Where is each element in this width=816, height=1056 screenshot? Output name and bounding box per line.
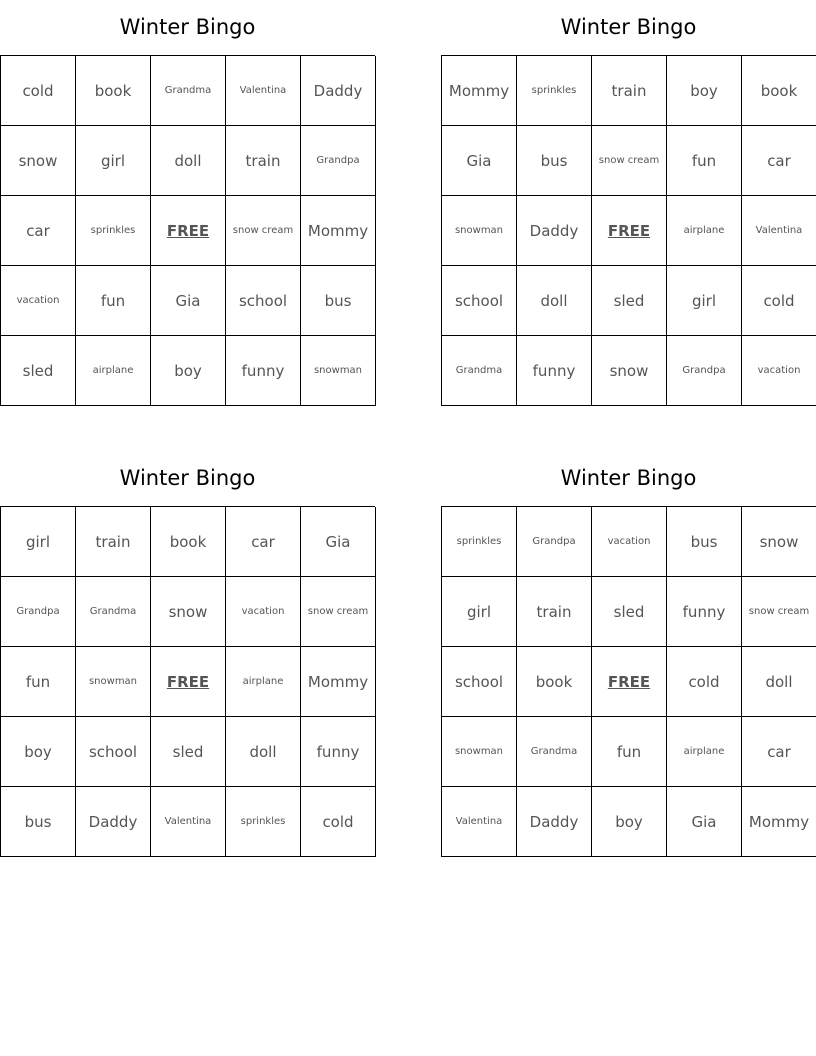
bingo-cell: airplane (226, 647, 301, 717)
bingo-cell: Daddy (517, 196, 592, 266)
bingo-cell: fun (667, 126, 742, 196)
bingo-cell: book (742, 56, 816, 126)
bingo-grid (441, 506, 816, 857)
bingo-cell: car (742, 126, 816, 196)
bingo-cell: Valentina (226, 56, 301, 126)
bingo-cell: Grandpa (517, 507, 592, 577)
bingo-cell: train (517, 577, 592, 647)
bingo-cell: airplane (667, 196, 742, 266)
bingo-cell: school (442, 647, 517, 717)
bingo-cell: school (442, 266, 517, 336)
bingo-cell: airplane (76, 336, 151, 406)
bingo-cell: funny (517, 336, 592, 406)
bingo-cell: car (226, 507, 301, 577)
bingo-cell: sled (592, 266, 667, 336)
bingo-cell: snowman (442, 196, 517, 266)
bingo-cell: Grandpa (667, 336, 742, 406)
bingo-cell: doll (151, 126, 226, 196)
bingo-cell: car (742, 717, 816, 787)
bingo-cell: Valentina (742, 196, 816, 266)
bingo-cell: Grandpa (301, 126, 376, 196)
bingo-cell: school (76, 717, 151, 787)
bingo-cell: Mommy (442, 56, 517, 126)
bingo-cell: book (76, 56, 151, 126)
bingo-cell: Mommy (301, 647, 376, 717)
free-space-cell: FREE (592, 647, 667, 717)
bingo-cell: snow (1, 126, 76, 196)
bingo-grid (441, 55, 816, 406)
bingo-cell: cold (667, 647, 742, 717)
bingo-cell: school (226, 266, 301, 336)
bingo-cell: bus (1, 787, 76, 857)
bingo-cell: fun (592, 717, 667, 787)
bingo-cell: Grandma (442, 336, 517, 406)
bingo-cell: Grandma (151, 56, 226, 126)
bingo-cell: snowman (301, 336, 376, 406)
bingo-cell: doll (226, 717, 301, 787)
bingo-cell: sprinkles (442, 507, 517, 577)
bingo-cell: Mommy (742, 787, 816, 857)
bingo-cell: vacation (742, 336, 816, 406)
bingo-grid (0, 506, 375, 857)
bingo-cell: train (226, 126, 301, 196)
bingo-cell: snow cream (592, 126, 667, 196)
bingo-cell: Daddy (76, 787, 151, 857)
bingo-cell: Gia (667, 787, 742, 857)
bingo-cell: doll (742, 647, 816, 717)
bingo-cell: Valentina (151, 787, 226, 857)
bingo-cell: snow (592, 336, 667, 406)
bingo-cell: boy (592, 787, 667, 857)
bingo-cell: Grandma (76, 577, 151, 647)
free-space-cell: FREE (592, 196, 667, 266)
bingo-cell: doll (517, 266, 592, 336)
bingo-cell: cold (1, 56, 76, 126)
bingo-cell: book (151, 507, 226, 577)
bingo-cell: sled (1, 336, 76, 406)
card-title: Winter Bingo (119, 15, 256, 39)
bingo-cell: car (1, 196, 76, 266)
bingo-cell: fun (1, 647, 76, 717)
bingo-cell: boy (151, 336, 226, 406)
bingo-cell: Gia (442, 126, 517, 196)
bingo-cell: sprinkles (76, 196, 151, 266)
bingo-cell: Grandpa (1, 577, 76, 647)
bingo-cell: vacation (1, 266, 76, 336)
bingo-cell: fun (76, 266, 151, 336)
bingo-cell: Grandma (517, 717, 592, 787)
bingo-cell: funny (667, 577, 742, 647)
bingo-cell: train (76, 507, 151, 577)
bingo-cell: snow cream (226, 196, 301, 266)
bingo-cell: train (592, 56, 667, 126)
card-title: Winter Bingo (560, 466, 697, 490)
card-title: Winter Bingo (560, 15, 697, 39)
bingo-cell: girl (76, 126, 151, 196)
bingo-cell: snow (151, 577, 226, 647)
bingo-cell: Valentina (442, 787, 517, 857)
bingo-grid (0, 55, 375, 406)
bingo-cell: snow (742, 507, 816, 577)
bingo-cell: bus (517, 126, 592, 196)
bingo-cell: Mommy (301, 196, 376, 266)
bingo-cell: bus (301, 266, 376, 336)
bingo-cell: girl (1, 507, 76, 577)
bingo-cell: bus (667, 507, 742, 577)
bingo-cell: Daddy (517, 787, 592, 857)
bingo-cell: vacation (592, 507, 667, 577)
bingo-cell: snowman (76, 647, 151, 717)
bingo-cell: book (517, 647, 592, 717)
bingo-cell: boy (1, 717, 76, 787)
bingo-cell: vacation (226, 577, 301, 647)
bingo-cell: snowman (442, 717, 517, 787)
bingo-cell: funny (226, 336, 301, 406)
card-title: Winter Bingo (119, 466, 256, 490)
bingo-cell: snow cream (301, 577, 376, 647)
free-space-cell: FREE (151, 647, 226, 717)
bingo-cell: sprinkles (226, 787, 301, 857)
bingo-cell: sprinkles (517, 56, 592, 126)
bingo-cell: girl (667, 266, 742, 336)
bingo-cell: girl (442, 577, 517, 647)
bingo-cell: sled (151, 717, 226, 787)
bingo-cell: Gia (301, 507, 376, 577)
bingo-cell: cold (301, 787, 376, 857)
bingo-cell: funny (301, 717, 376, 787)
bingo-cell: cold (742, 266, 816, 336)
bingo-cell: sled (592, 577, 667, 647)
bingo-cell: Gia (151, 266, 226, 336)
bingo-cell: Daddy (301, 56, 376, 126)
bingo-cell: snow cream (742, 577, 816, 647)
bingo-cell: boy (667, 56, 742, 126)
free-space-cell: FREE (151, 196, 226, 266)
bingo-cell: airplane (667, 717, 742, 787)
